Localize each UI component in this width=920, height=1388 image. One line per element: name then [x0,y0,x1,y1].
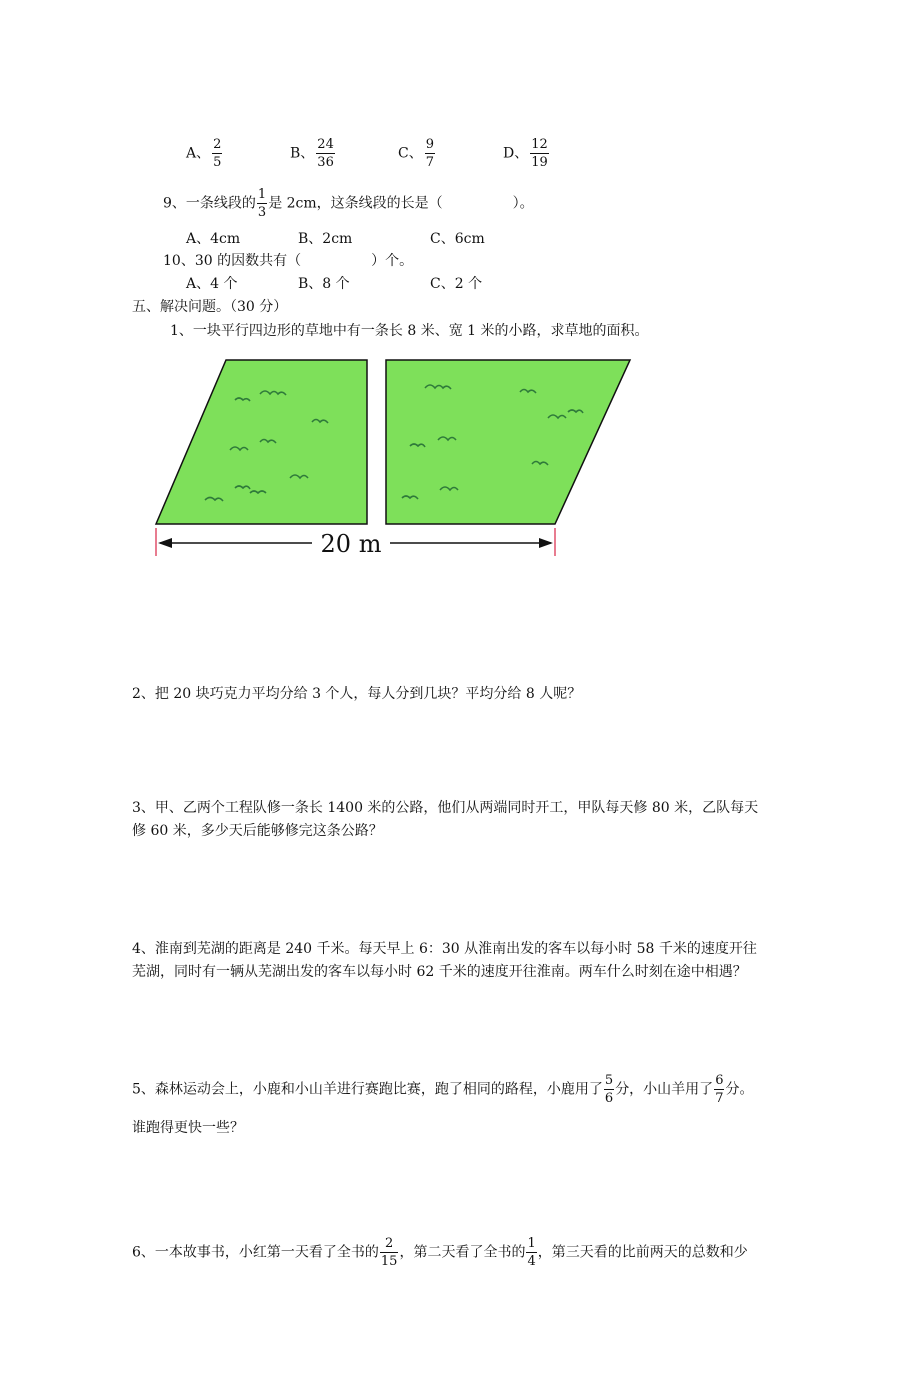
arrowhead-left-icon [158,538,172,548]
p6-text-a: 6、一本故事书，小红第一天看了全书的 [132,1244,379,1261]
fraction-denominator: 7 [425,155,434,170]
problem-4-line-2: 芜湖，同时有一辆从芜湖出发的客车以每小时 62 千米的速度开往淮南。两车什么时刻在途中相遇？ [132,964,747,980]
q10-option-c: C、2 个 [430,276,483,292]
fraction-denominator: 5 [213,155,222,170]
fraction-denominator: 4 [527,1254,536,1269]
dimension-label: 20 m [320,530,382,558]
fraction-numerator: 24 [317,137,334,152]
fraction [526,1237,536,1268]
lawn-figure [140,350,650,565]
problem-4-line-1: 4、淮南到芜湖的距离是 240 千米。每天早上 6：30 从淮南出发的客车以每小时 58 千米的速度开往 [132,941,757,957]
fraction-denominator: 7 [715,1091,724,1106]
fraction-numerator: 2 [385,1236,394,1251]
q9-option-b: B、2cm [298,231,353,247]
problem-3-line-2: 修 60 米，多少天后能够修完这条公路？ [132,823,383,839]
q8-option-a [186,138,223,169]
p5-text-c: 分。 [725,1081,754,1098]
lawn-right-part [386,360,630,524]
fraction [425,138,435,169]
fraction-denominator: 3 [257,205,267,220]
p5-text-b: 分，小山羊用了 [615,1081,714,1098]
fraction-numerator: 6 [715,1073,724,1088]
q10-option-a: A、4 个 [186,276,238,292]
section-heading: 五、解决问题。（30 分） [132,299,288,315]
fraction [530,138,549,169]
q8-option-b [290,138,336,169]
fraction [380,1237,399,1268]
q10-option-b: B、8 个 [298,276,350,292]
problem-1: 1、一块平行四边形的草地中有一条长 8 米、宽 1 米的小路，求草地的面积。 [170,323,649,339]
fraction-numerator: 1 [527,1236,536,1251]
q8-option-d [503,138,550,169]
p6-text-c: ，第三天看的比前两天的总数和少 [537,1244,748,1261]
q9-option-a: A、4cm [186,231,241,247]
fraction [714,1074,724,1105]
p6-text-b: ，第二天看了全书的 [399,1244,526,1261]
option-label: A、 [186,145,211,162]
fraction [604,1074,614,1105]
arrowhead-right-icon [539,538,553,548]
fraction-numerator: 9 [425,137,434,152]
problem-2: 2、把 20 块巧克力平均分给 3 个人，每人分到几块？平均分给 8 人呢？ [132,686,582,702]
q8-option-c [398,138,436,169]
fraction [316,138,335,169]
p5-text-a: 5、森林运动会上，小鹿和小山羊进行赛跑比赛，跑了相同的路程，小鹿用了 [132,1081,603,1098]
problem-5-line-2: 谁跑得更快一些？ [132,1120,244,1136]
fraction-numerator: 2 [213,137,222,152]
option-label: D、 [503,145,529,162]
fraction-denominator: 36 [317,155,334,170]
question-10: 10、30 的因数共有（ ）个。 [163,253,414,269]
fraction-denominator: 6 [604,1091,614,1106]
fraction-numerator: 12 [531,137,548,152]
q9-prefix: 9、一条线段的 [163,195,256,212]
option-label: C、 [398,145,423,162]
problem-6-line-1 [132,1237,748,1268]
fraction-denominator: 15 [380,1254,398,1269]
problem-3-line-1: 3、甲、乙两个工程队修一条长 1400 米的公路，他们从两端同时开工，甲队每天修 80 米，乙队每天 [132,800,759,816]
fraction [212,138,222,169]
option-label: B、 [290,145,315,162]
problem-5-line-1 [132,1074,753,1105]
fraction [257,188,267,219]
q9-suffix: 是 2cm，这条线段的长是（ ）。 [268,195,534,212]
fraction-numerator: 1 [257,187,267,202]
fraction-denominator: 19 [531,155,548,170]
question-9 [163,188,534,219]
fraction-numerator: 5 [604,1073,614,1088]
lawn-left-part [156,360,367,524]
q9-option-c: C、6cm [430,231,485,247]
